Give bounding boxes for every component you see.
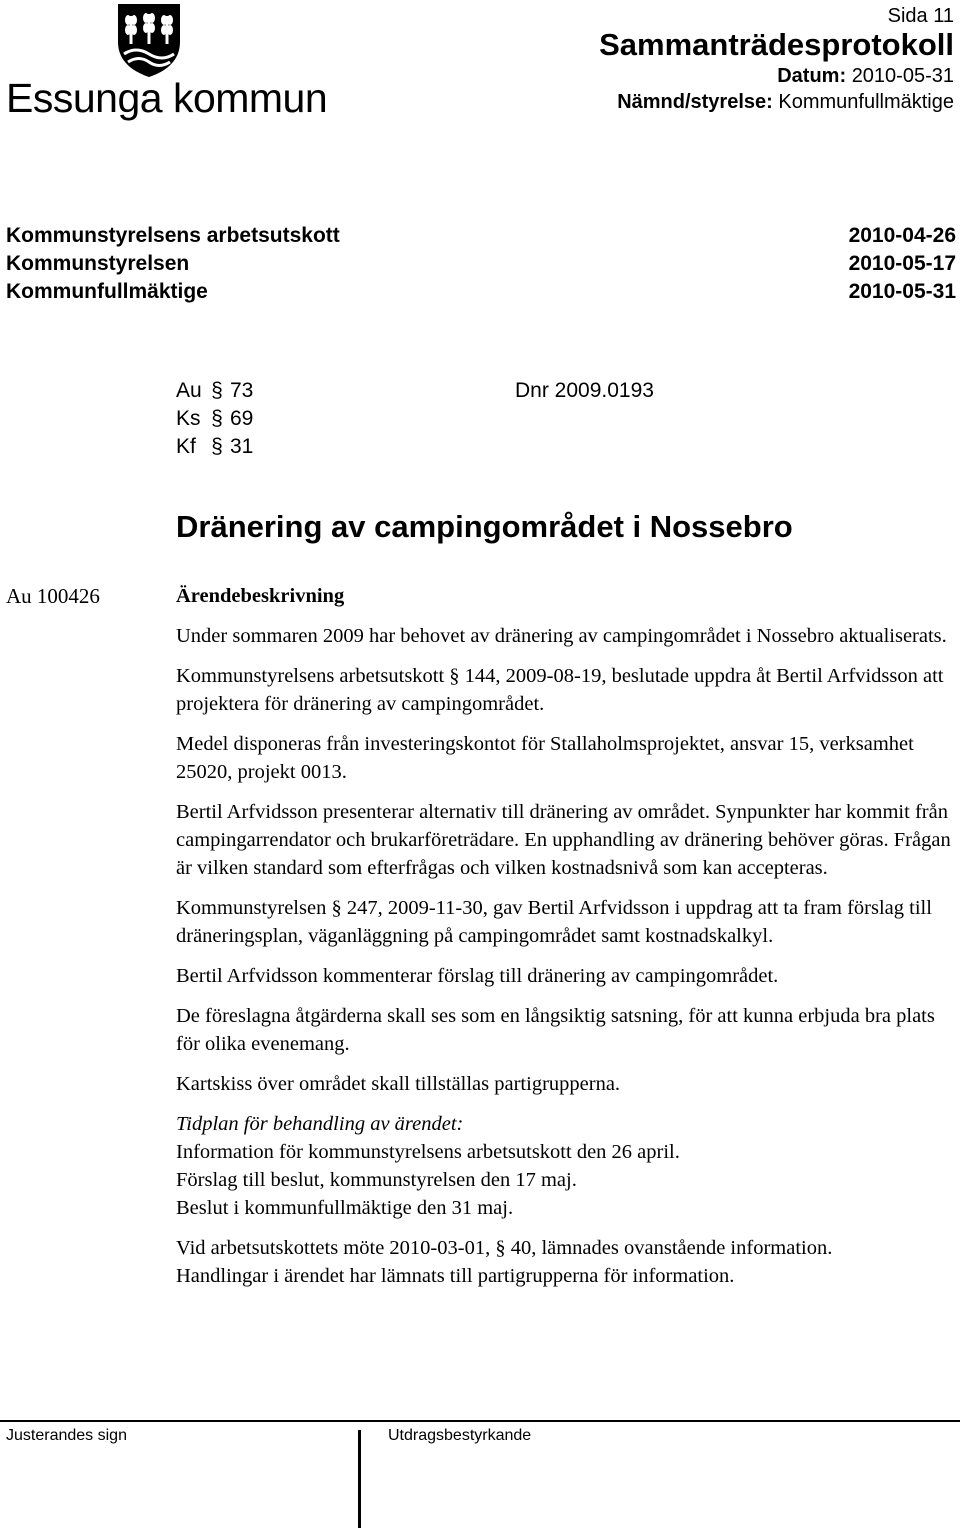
board-value: Kommunfullmäktige [778, 91, 954, 113]
reference-row [176, 433, 253, 461]
timeline-item: Förslag till beslut, kommunstyrelsen den 17 maj. [176, 1169, 577, 1191]
date-value: 2010-05-31 [851, 65, 954, 87]
meeting-date: 2010-05-17 [848, 252, 956, 275]
section-symbol: § [211, 407, 223, 430]
meeting-body: Kommunstyrelsens arbetsutskott [6, 224, 340, 247]
timeline-item: Beslut i kommunfullmäktige den 31 maj. [176, 1197, 514, 1219]
timeline-item: Information för kommunstyrelsens arbetsutskott den 26 april. [176, 1141, 680, 1163]
closing-line: Vid arbetsutskottets möte 2010-03-01, § 40, lämnades ovanstående information. [176, 1237, 833, 1259]
body-paragraph: Kartskiss över området skall tillställas partigrupperna. [176, 1073, 621, 1095]
meeting-row [6, 222, 956, 250]
reference-row [176, 405, 253, 433]
document-title: Sammanträdesprotokoll [599, 27, 954, 62]
section-heading: Ärendebeskrivning [176, 585, 345, 607]
logo-wordmark: Essunga kommun [6, 75, 328, 121]
body-paragraph: Kommunstyrelsens arbetsutskott § 144, 2009-08-19, beslutade uppdra åt Bertil Arfvidsson att projektera för dränering av campingområdet. [176, 665, 944, 715]
footer-divider [0, 1420, 960, 1422]
section-symbol: § [211, 379, 223, 402]
paragraph-references [176, 377, 253, 461]
section-symbol: § [211, 435, 223, 458]
timeline-block [176, 1110, 956, 1222]
header-board [617, 90, 954, 114]
municipal-coat-of-arms-icon [114, 2, 184, 78]
registry-number: Dnr 2009.0193 [515, 379, 654, 402]
footer-vertical-divider [358, 1430, 361, 1528]
closing-block [176, 1234, 956, 1290]
reference-code: Kf [176, 435, 196, 458]
closing-line: Handlingar i ärendet har lämnats till partigrupperna för information. [176, 1265, 735, 1287]
board-label: Nämnd/styrelse: [617, 91, 773, 113]
body-paragraph: De föreslagna åtgärderna skall ses som en långsiktig satsning, för att kunna erbjuda bra plats för olika evenemang. [176, 1005, 935, 1055]
meeting-date: 2010-04-26 [848, 224, 956, 247]
reference-code: Ks [176, 407, 201, 430]
reference-number: 31 [230, 435, 254, 458]
reference-row [176, 377, 253, 405]
footer-sign-label: Justerandes sign [6, 1427, 127, 1444]
meeting-body: Kommunstyrelsen [6, 252, 190, 275]
meeting-date: 2010-05-31 [848, 280, 956, 303]
case-body [176, 582, 956, 1290]
page-number: Sida 11 [887, 5, 954, 27]
body-paragraph: Kommunstyrelsen § 247, 2009-11-30, gav Bertil Arfvidsson i uppdrag att ta fram förslag till dräneringsplan, väganläggning på campingområdet samt kostnadskalkyl. [176, 897, 932, 947]
body-paragraph: Under sommaren 2009 har behovet av dränering av campingområdet i Nossebro aktualiserats. [176, 625, 947, 647]
body-paragraph: Bertil Arfvidsson presenterar alternativ till dränering av området. Synpunkter har kommit från campingarrendator och brukarföreträdare. En upphandling av dränering behöver göras. Frågan är vilken standard som efterfrågas och vilken kostnadsnivå som kan accepteras. [176, 801, 951, 879]
reference-code: Au [176, 379, 202, 402]
case-title: Dränering av campingområdet i Nossebro [176, 509, 793, 544]
au-identifier: Au 100426 [6, 584, 100, 608]
meeting-body: Kommunfullmäktige [6, 280, 208, 303]
footer-certification-label: Utdragsbestyrkande [388, 1427, 532, 1444]
date-label: Datum: [777, 65, 847, 87]
meeting-row [6, 278, 956, 306]
body-paragraph: Bertil Arfvidsson kommenterar förslag till dränering av campingområdet. [176, 965, 779, 987]
header-date [777, 64, 954, 88]
timeline-heading: Tidplan för behandling av ärendet: [176, 1113, 464, 1135]
reference-number: 69 [230, 407, 254, 430]
meeting-row [6, 250, 956, 278]
reference-number: 73 [230, 379, 254, 402]
body-paragraph: Medel disponeras från investeringskontot för Stallaholmsprojektet, ansvar 15, verksamhet 25020, projekt 0013. [176, 733, 914, 783]
